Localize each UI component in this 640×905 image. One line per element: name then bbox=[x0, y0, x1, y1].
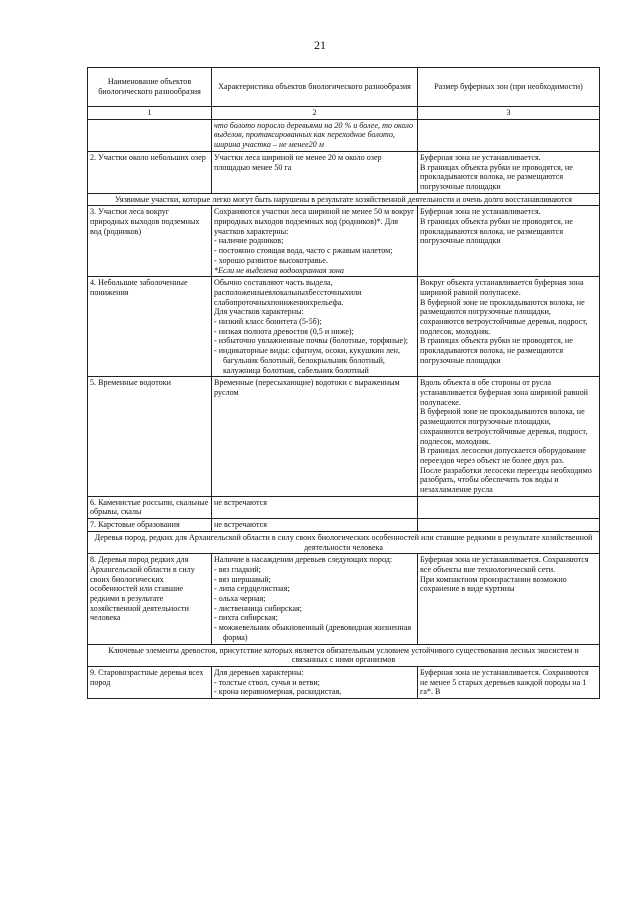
row7-name: 7. Карстовые образования bbox=[88, 519, 212, 532]
list-item: - вяз шершавый; bbox=[214, 575, 415, 585]
list-item: - пихта сибирская; bbox=[214, 613, 415, 623]
row5-name: 5. Временные водотоки bbox=[88, 377, 212, 496]
section-heading: Ключевые элементы древостоя, присутствие которых является обязательным условием устойчивого существования лесных экосистем и связанных с ними организмов bbox=[88, 644, 600, 666]
table-row-2 bbox=[88, 151, 600, 193]
list-item: - ольха черная; bbox=[214, 594, 415, 604]
row8-buffer-line: Буферная зона не устанавливается. Сохраняются все объекты вне технологической сети. bbox=[420, 555, 589, 574]
row3-buffer bbox=[418, 206, 600, 277]
table-row-3 bbox=[88, 206, 600, 277]
header-characteristics: Характеристика объектов биологического разнообразия bbox=[212, 68, 418, 107]
list-item: - хорошо развитое высокотравье. bbox=[214, 256, 415, 266]
list-item: - вяз гладкий; bbox=[214, 565, 415, 575]
row3-buffer-line: В границах объекта рубки не проводятся, не прокладываются волока, не размещаются погрузочные площадки bbox=[420, 217, 573, 246]
list-item: - крона неравномерная, раскидистая, bbox=[214, 687, 415, 697]
row5-buffer bbox=[418, 377, 600, 496]
table-row-6 bbox=[88, 496, 600, 518]
section-vulnerable-areas bbox=[88, 193, 600, 206]
cell-empty bbox=[88, 119, 212, 151]
row2-name: 2. Участки около небольших озер bbox=[88, 151, 212, 193]
row3-buffer-line: Буферная зона не устанавливается. bbox=[420, 207, 541, 217]
row3-characteristics bbox=[212, 206, 418, 277]
row2-characteristics: Участки леса шириной не менее 20 м около озер площадью менее 50 га bbox=[212, 151, 418, 193]
list-item: - можжевельник обыкновенный (древовидная жизненная форма) bbox=[214, 623, 415, 642]
row3-intro: Сохраняются участки леса шириной не менее 50 м вокруг природных выходов подземных вод (родников)*. Для участков характерны: bbox=[214, 207, 415, 236]
section-key-elements bbox=[88, 644, 600, 666]
row4-buffer-line: Вокруг объекта устанавливается буферная зона шириной равной полупасеке. bbox=[420, 278, 584, 297]
row5-buffer-line: После разработки лесосеки переезды необходимо разобрать, чтобы обеспечить ток воды и незахламление русла bbox=[420, 465, 592, 495]
column-number-2: 2 bbox=[212, 107, 418, 120]
row9-characteristics bbox=[212, 666, 418, 698]
row8-buffer bbox=[418, 554, 600, 644]
row6-characteristics: не встречаются bbox=[212, 496, 418, 518]
list-item: - индикаторные виды: сфагнум, осоки, кукушкин лен, багульник болотный, белокрыльник болотный, калужница болотная, сабельник болотный bbox=[214, 346, 415, 375]
row9-feature-list bbox=[214, 678, 415, 697]
cell-continuation-text: что болото поросло деревьями на 20 % и более, то около выделов, протаксированных как переходное болото, ширина участка – не менее20 м bbox=[212, 119, 418, 151]
section-heading: Деревья пород, редких для Архангельской области в силу своих биологических особенностей или ставшие редкими в результате хозяйственной деятельности человека bbox=[88, 531, 600, 553]
section-heading: Уязвимые участки, которые легко могут быть нарушены в результате хозяйственной деятельности и очень долго восстанавливаются bbox=[88, 193, 600, 206]
column-number-3: 3 bbox=[418, 107, 600, 120]
cell-empty bbox=[418, 119, 600, 151]
row3-footnote: *Если не выделена водоохранная зона bbox=[214, 265, 344, 275]
row8-name: 8. Деревья пород редких для Архангельской области в силу своих биологических особенностей или ставшие редкими в результате хозяйственной деятельности человека bbox=[88, 554, 212, 644]
row4-name: 4. Небольшие заболоченные понижения bbox=[88, 277, 212, 377]
header-buffer-size: Размер буферных зон (при необходимости) bbox=[418, 68, 600, 107]
row9-buffer: Буферная зона не устанавливается. Сохраняются не менее 5 старых деревьев каждой породы на 1 га*. В bbox=[418, 666, 600, 698]
list-item: - избыточно увлажненные почвы (болотные, торфяные); bbox=[214, 336, 415, 346]
page-number: 21 bbox=[314, 38, 326, 52]
table-header-row bbox=[88, 68, 600, 107]
table-row-7 bbox=[88, 519, 600, 532]
row5-characteristics: Временные (пересыхающие) водотоки с выраженным руслом bbox=[212, 377, 418, 496]
row5-buffer-line: В границах лесосеки допускается оборудование переездов через объект не более двух раз. bbox=[420, 446, 586, 465]
list-item: - лиственница сибирская; bbox=[214, 604, 415, 614]
table-row-8 bbox=[88, 554, 600, 644]
row3-name: 3. Участки леса вокруг природных выходов подземных вод (родников) bbox=[88, 206, 212, 277]
row4-feature-list bbox=[214, 317, 415, 375]
row2-buffer bbox=[418, 151, 600, 193]
row6-name: 6. Каменистые россыпи, скальные обрывы, скалы bbox=[88, 496, 212, 518]
list-item: - постоянно стоящая вода, часто с ржавым налетом; bbox=[214, 246, 415, 256]
table-row-continuation bbox=[88, 119, 600, 151]
column-number-row bbox=[88, 107, 600, 120]
row7-characteristics: не встречаются bbox=[212, 519, 418, 532]
row4-characteristics bbox=[212, 277, 418, 377]
row2-buffer-line: Буферная зона не устанавливается. bbox=[420, 152, 541, 162]
row8-intro: Наличие в насаждении деревьев следующих пород: bbox=[214, 555, 393, 565]
section-rare-trees bbox=[88, 531, 600, 553]
list-item: - наличие родников; bbox=[214, 236, 415, 246]
list-item: - низкая полнота древостоя (0,5 и ниже); bbox=[214, 327, 415, 337]
row4-buffer-line: В границах объекта рубки не проводятся, не прокладываются волока, не размещаются погрузочные площадки bbox=[420, 336, 573, 365]
column-number-1: 1 bbox=[88, 107, 212, 120]
biodiversity-table bbox=[87, 67, 600, 699]
list-item: - толстые ствол, сучья и ветви; bbox=[214, 678, 415, 688]
row4-buffer bbox=[418, 277, 600, 377]
row8-buffer-line: При компактном произрастании возможно сохранение в виде куртины bbox=[420, 574, 567, 594]
row5-buffer-line: В буферной зоне не прокладываются волока, не размещаются погрузочные площадки, сохраняются ветроустойчивые деревья, подрост, подлесок, молодняк. bbox=[420, 407, 588, 446]
row4-intro-2: Для участков характерны: bbox=[214, 307, 304, 317]
list-item: - липа сердцелистная; bbox=[214, 584, 415, 594]
header-objects: Наименование объектов биологического разнообразия bbox=[88, 68, 212, 107]
row9-name: 9. Старовозрастные деревья всех пород bbox=[88, 666, 212, 698]
table-row-5 bbox=[88, 377, 600, 496]
row6-buffer bbox=[418, 496, 600, 518]
row5-buffer-line: Вдоль объекта в обе стороны от русла устанавливается буферная зона шириной равной полупасеке. bbox=[420, 378, 588, 407]
row4-buffer-line: В буферной зоне не прокладываются волока, не размещаются погрузочные площадки, сохраняются ветроустойчивые деревья, подрост, подлесок, молодняк. bbox=[420, 297, 588, 336]
row3-feature-list bbox=[214, 236, 415, 265]
list-item: - низкий класс бонитета (5-5б); bbox=[214, 317, 415, 327]
row7-buffer bbox=[418, 519, 600, 532]
table-row-9 bbox=[88, 666, 600, 698]
row8-characteristics bbox=[212, 554, 418, 644]
table-row-4 bbox=[88, 277, 600, 377]
row8-species-list bbox=[214, 565, 415, 643]
row9-intro: Для деревьев характерны: bbox=[214, 667, 304, 677]
row2-buffer-line: В границах объекта рубки не проводятся, не прокладываются волока, не размещаются погрузочные площадки bbox=[420, 162, 573, 191]
row4-intro: Обычно составляют часть выдела, расположенныевлокальныхбессточныхили слабопроточныхпониженияхрельефа. bbox=[214, 278, 362, 307]
